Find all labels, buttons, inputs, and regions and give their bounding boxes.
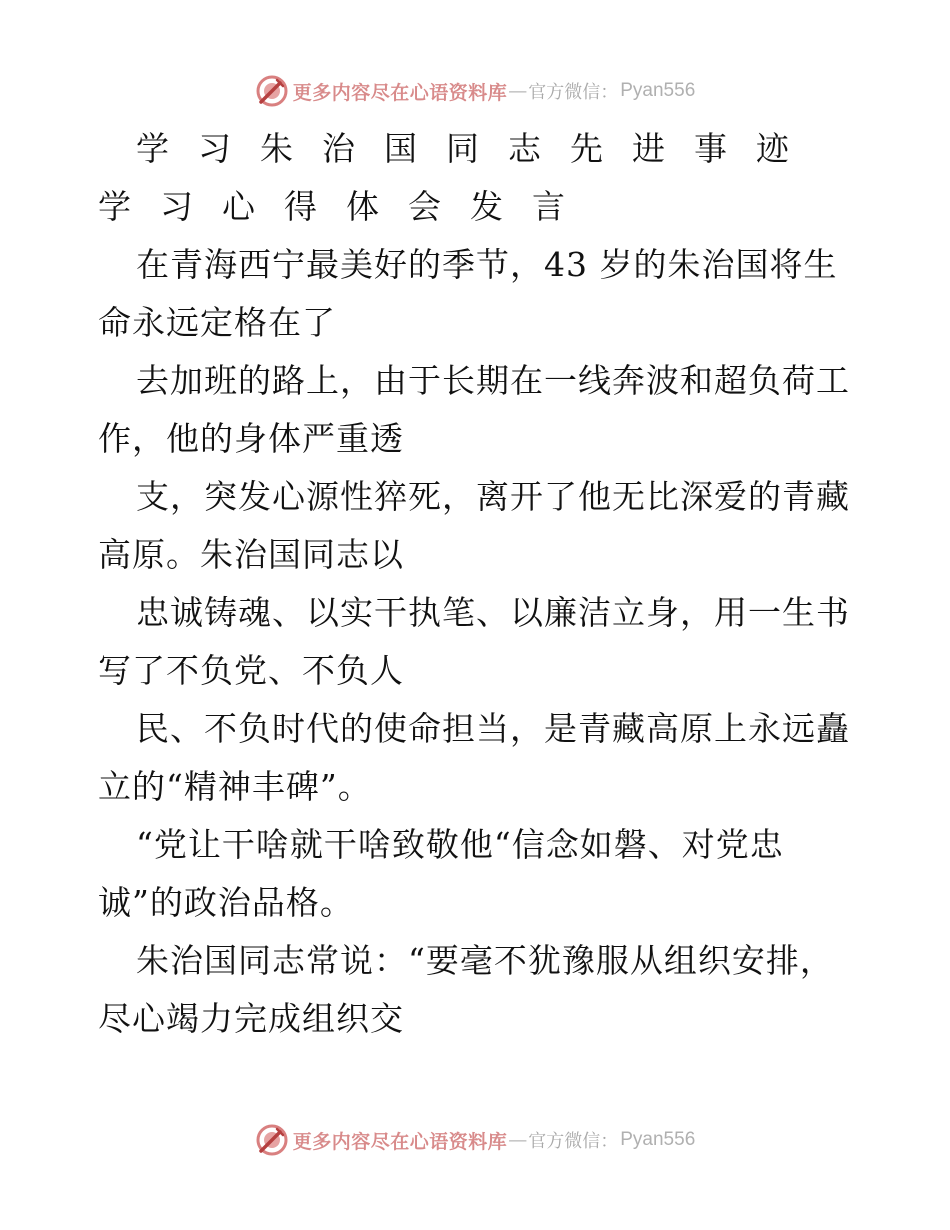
watermark-dash: —: [508, 80, 528, 102]
watermark-wechat-id: Pyan556: [620, 1129, 696, 1150]
paragraph: [98, 236, 858, 352]
document-body: [98, 120, 858, 1048]
paragraph-line: 命永远定格在了: [98, 303, 336, 342]
paragraph-line: 写了不负党、不负人: [98, 651, 404, 690]
brand-logo-icon: [255, 1123, 289, 1157]
paragraph-line: 尽心竭力完成组织交: [98, 999, 404, 1038]
paragraph: [98, 584, 858, 700]
paragraph-line: 支，突发心源性猝死，离开了他无比深爱的青藏: [136, 477, 850, 516]
paragraph: [98, 816, 858, 932]
watermark-wechat-label: 官方微信：: [528, 1131, 619, 1152]
document-title: 学习朱治国同志先进事迹学习心得体会发言: [98, 129, 818, 226]
paragraph-line: 在青海西宁最美好的季节，43 岁的朱治国将生: [136, 245, 838, 284]
paragraph-line: 去加班的路上，由于长期在一线奔波和超负荷工: [136, 361, 850, 400]
brand-logo-icon: [255, 74, 289, 108]
watermark-wechat-label: 官方微信：: [528, 82, 619, 103]
footer-watermark: [0, 1120, 950, 1160]
paragraph-line: 朱治国同志常说：“要毫不犹豫服从组织安排，: [136, 941, 834, 980]
paragraph-line: 高原。朱治国同志以: [98, 535, 404, 574]
watermark-main-text: 更多内容尽在心语资料库: [292, 1130, 508, 1153]
paragraph: [98, 468, 858, 584]
watermark-main-text: 更多内容尽在心语资料库: [292, 81, 508, 104]
paragraph-line: 民、不负时代的使命担当，是青藏高原上永远矗: [136, 709, 850, 748]
watermark-dash: —: [508, 1129, 528, 1151]
paragraph-line: 忠诚铸魂、以实干执笔、以廉洁立身，用一生书: [136, 593, 850, 632]
paragraph-line: “党让干啥就干啥致敬他“信念如磐、对党忠: [136, 825, 784, 864]
paragraph: [98, 700, 858, 816]
paragraph-line: 作，他的身体严重透: [98, 419, 404, 458]
watermark-wechat-id: Pyan556: [620, 80, 696, 101]
paragraph-line: 诚”的政治品格。: [98, 883, 354, 922]
header-watermark: [0, 71, 950, 111]
paragraph-line: 立的“精神丰碑”。: [98, 767, 372, 806]
paragraph: [98, 352, 858, 468]
paragraph: [98, 932, 858, 1048]
